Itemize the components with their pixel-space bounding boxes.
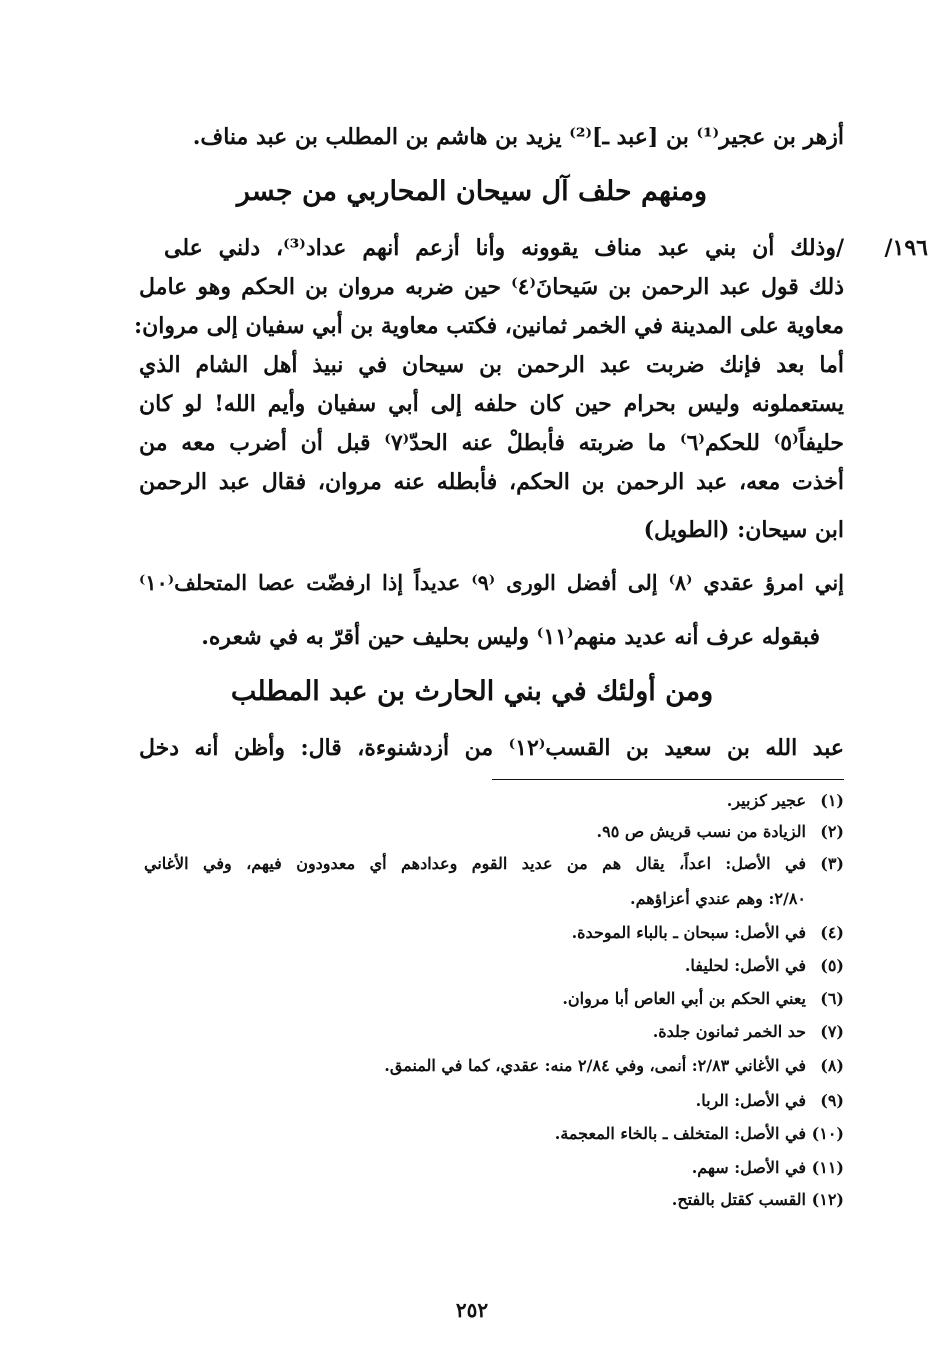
footnote-number: (٧) <box>820 1022 844 1041</box>
body-line: أما بعد فإنك ضربت عبد الرحمن بن سيحان في نبيذ أهل الشام الذي <box>139 352 844 378</box>
body-line: معاوية على المدينة في الخمر ثمانين، فكتب معاوية بن أبي سفيان إلى مروان: <box>134 313 844 339</box>
footnote-text: الزيادة من نسب قريش ص ٩٥. <box>596 822 806 841</box>
body-line: يستعملونه وليس بحرام حين كان حلفه إلى أبي سفيان وأيم الله! لو كان <box>139 391 844 417</box>
footnote <box>139 1185 844 1215</box>
footnote-number: (٩) <box>820 1091 844 1110</box>
top-line: أزهر بن عجير⁽¹⁾ بن [عبد ـ]⁽²⁾ يزيد بن هاشم بن المطلب بن عبد مناف. <box>192 124 844 150</box>
footnote-text: حد الخمر ثمانون جلدة. <box>652 1022 806 1041</box>
footnote-number: (٢) <box>820 822 844 841</box>
body-line-meter: ابن سيحان: (الطويل) <box>643 517 844 543</box>
footnote-text: في الأصل: المتخلف ـ بالخاء المعجمة. <box>554 1124 806 1143</box>
section-heading-harith: ومن أولئك في بني الحارث بن عبد المطلب <box>230 676 714 707</box>
footnote-continuation: ٢/٨٠: وهم عندي أعزاؤهم. <box>630 889 806 908</box>
footnote-number: (١٢) <box>811 1190 844 1209</box>
body-line: /وذلك أن بني عبد مناف يقوونه وأنا أزعم أنهم عداد⁽³⁾، دلني على <box>164 235 844 261</box>
footnote-text: عجير كزبير. <box>726 791 806 810</box>
footnote <box>139 1017 844 1047</box>
footnote <box>139 1051 844 1081</box>
body-line: حليفاً⁽٥⁾ للحكم⁽٦⁾ ما ضربته فأبطلْ عنه الحدّ⁽٧⁾ قبل أن أضرب معه من <box>139 430 844 456</box>
body-line: أخذت معه، عبد الرحمن بن الحكم، فأبطله عنه مروان، فقال عبد الرحمن <box>139 469 844 495</box>
body-line: ذلك قول عبد الرحمن بن سَيحانَ⁽٤⁾ حين ضربه مروان بن الحكم وهو عامل <box>139 274 845 300</box>
footnote <box>139 951 844 981</box>
footnote-number: (٥) <box>820 956 844 975</box>
footnote-text: القسب كقتل بالفتح. <box>671 1190 806 1209</box>
footnote-text: في الأصل: سبحان ـ بالباء الموحدة. <box>571 923 806 942</box>
footnote <box>139 1086 844 1116</box>
body-line-last: عبد الله بن سعيد بن القسب⁽١٢⁾ من أزدشنوءة، قال: وأظن أنه دخل <box>139 735 844 761</box>
footnote-number: (١١) <box>811 1158 844 1177</box>
footnote <box>139 1119 844 1149</box>
footnote-separator <box>492 779 844 780</box>
footnote <box>139 918 844 948</box>
footnote-text: في الأغاني ٢/٨٣: أنمى، وفي ٢/٨٤ منه: عقدي، كما في المنمق. <box>384 1056 806 1075</box>
body-line-after-poem: فبقوله عرف أنه عديد منهم⁽١١⁾ وليس بحليف حين أقرّ به في شعره. <box>201 624 820 650</box>
poem-verse: إني امرؤ عقدي ⁽٨⁾ إلى أفضل الورى ⁽٩⁾ عديداً إذا ارفضّت عصا المتحلف⁽١٠⁾ <box>139 570 844 595</box>
footnote-text: يعني الحكم بن أبي العاص أبا مروان. <box>562 989 806 1008</box>
footnote <box>139 984 844 1014</box>
footnote-number: (٦) <box>820 989 844 1008</box>
footnote-text: في الأصل: الربا. <box>695 1091 806 1110</box>
footnote-number: (٣) <box>820 854 844 873</box>
section-heading-sihan: ومنهم حلف آل سيحان المحاربي من جسر <box>236 176 708 207</box>
footnote-text: في الأصل: سهم. <box>691 1158 806 1177</box>
page-number: ٢٥٢ <box>455 1298 489 1322</box>
footnote <box>139 817 844 847</box>
margin-page-reference: ١٩٦/ <box>884 235 928 261</box>
footnote <box>139 786 844 816</box>
footnote-number: (١٠) <box>811 1124 844 1143</box>
footnote-number: (٤) <box>820 923 844 942</box>
footnote <box>139 1153 844 1183</box>
footnote-text: في الأصل: لحليفا. <box>684 956 806 975</box>
footnote-number: (٨) <box>820 1056 844 1075</box>
footnote-text: في الأصل: اعداً، يقال هم من عديد القوم وعدادهم أي معدودون فيهم، وفي الأغاني <box>144 854 806 873</box>
footnote <box>139 849 844 879</box>
footnote-number: (١) <box>820 791 844 810</box>
